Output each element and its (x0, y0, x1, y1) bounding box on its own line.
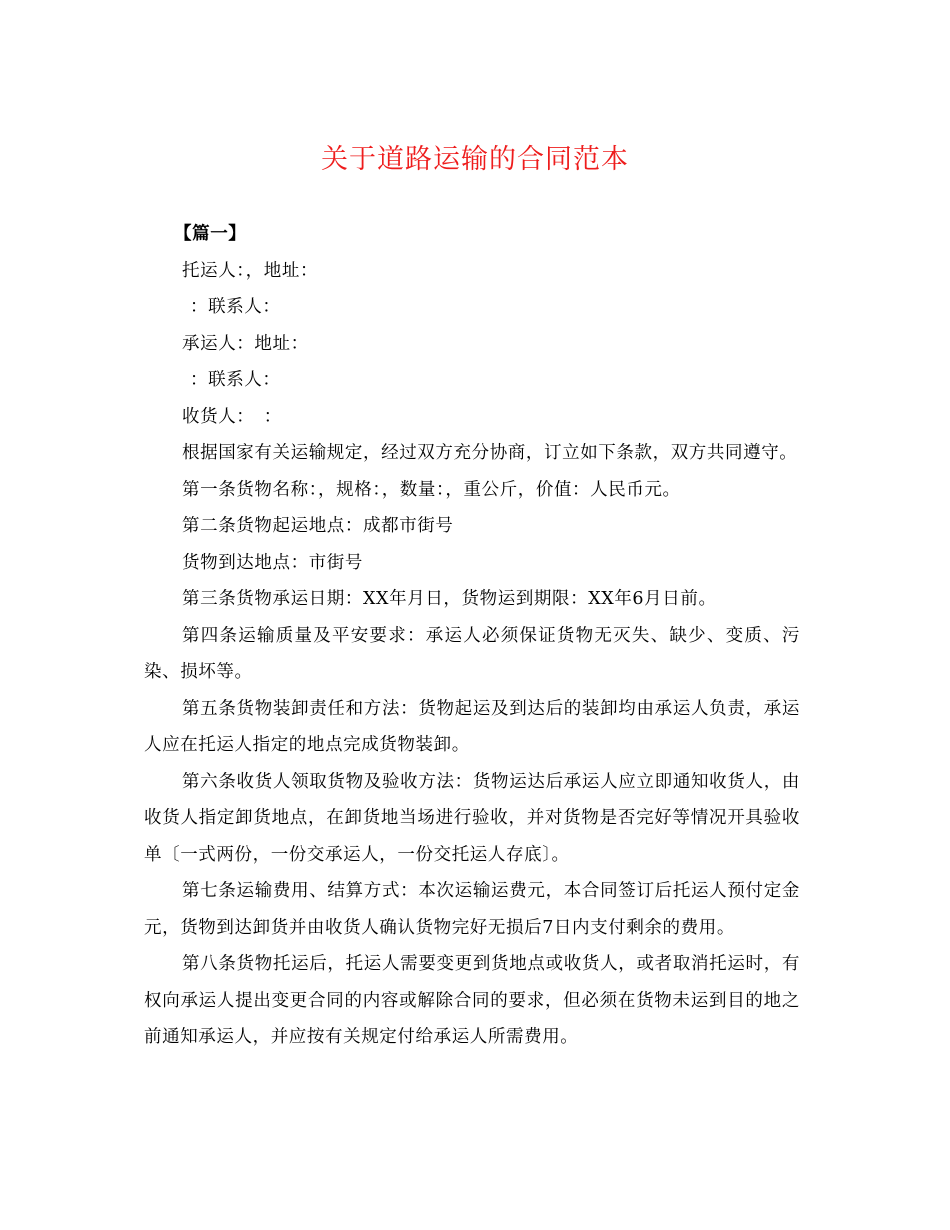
article-8: 第八条货物托运后，托运人需要变更到货地点或收货人，或者取消托运时，有权向承运人提出变更合同的内容或解除合同的要求，但必须在货物未运到目的地之前通知承运人，并应按有关规定付给承运人所需费用。 (144, 954, 800, 1047)
article-4: 第四条运输质量及平安要求：承运人必须保证货物无灭失、缺少、变质、污染、损坏等。 (144, 625, 800, 682)
document-body (144, 216, 800, 1056)
consignor-line: 托运人：，地址： (182, 260, 319, 281)
article-2-destination: 货物到达地点：市街号 (182, 552, 363, 573)
article-2: 第二条货物起运地点：成都市街号 (182, 516, 454, 536)
preamble-paragraph: 根据国家有关运输规定，经过双方充分协商，订立如下条款，双方共同遵守。 (182, 443, 798, 463)
consignor-contact-line: ：联系人： (190, 297, 281, 317)
article-6: 第六条收货人领取货物及验收方法：货物运达后承运人应立即通知收货人，由收货人指定卸货地点，在卸货地当场进行验收，并对货物是否完好等情况开具验收单〔一式两份，一份交承运人，一份交托运人存底〕。 (144, 771, 800, 865)
document-title: 关于道路运输的合同范本 (321, 144, 629, 175)
section-label: 【篇一】 (174, 224, 247, 244)
article-7: 第七条运输费用、结算方式：本次运输运费元，本合同签订后托运人预付定金元，货物到达卸货并由收货人确认货物完好无损后7日内支付剩余的费用。 (144, 881, 800, 938)
carrier-contact-line: ：联系人： (190, 370, 281, 390)
article-3: 第三条货物承运日期：XX年月日，货物运到期限：XX年6月日前。 (182, 589, 717, 609)
carrier-line: 承运人：地址： (182, 333, 309, 354)
article-5: 第五条货物装卸责任和方法：货物起运及到达后的装卸均由承运人负责，承运人应在托运人指定的地点完成货物装卸。 (144, 698, 800, 755)
consignee-line: 收货人： ： (182, 406, 282, 427)
article-1: 第一条货物名称：，规格：，数量：，重公斤，价值：人民币元。 (182, 479, 681, 500)
